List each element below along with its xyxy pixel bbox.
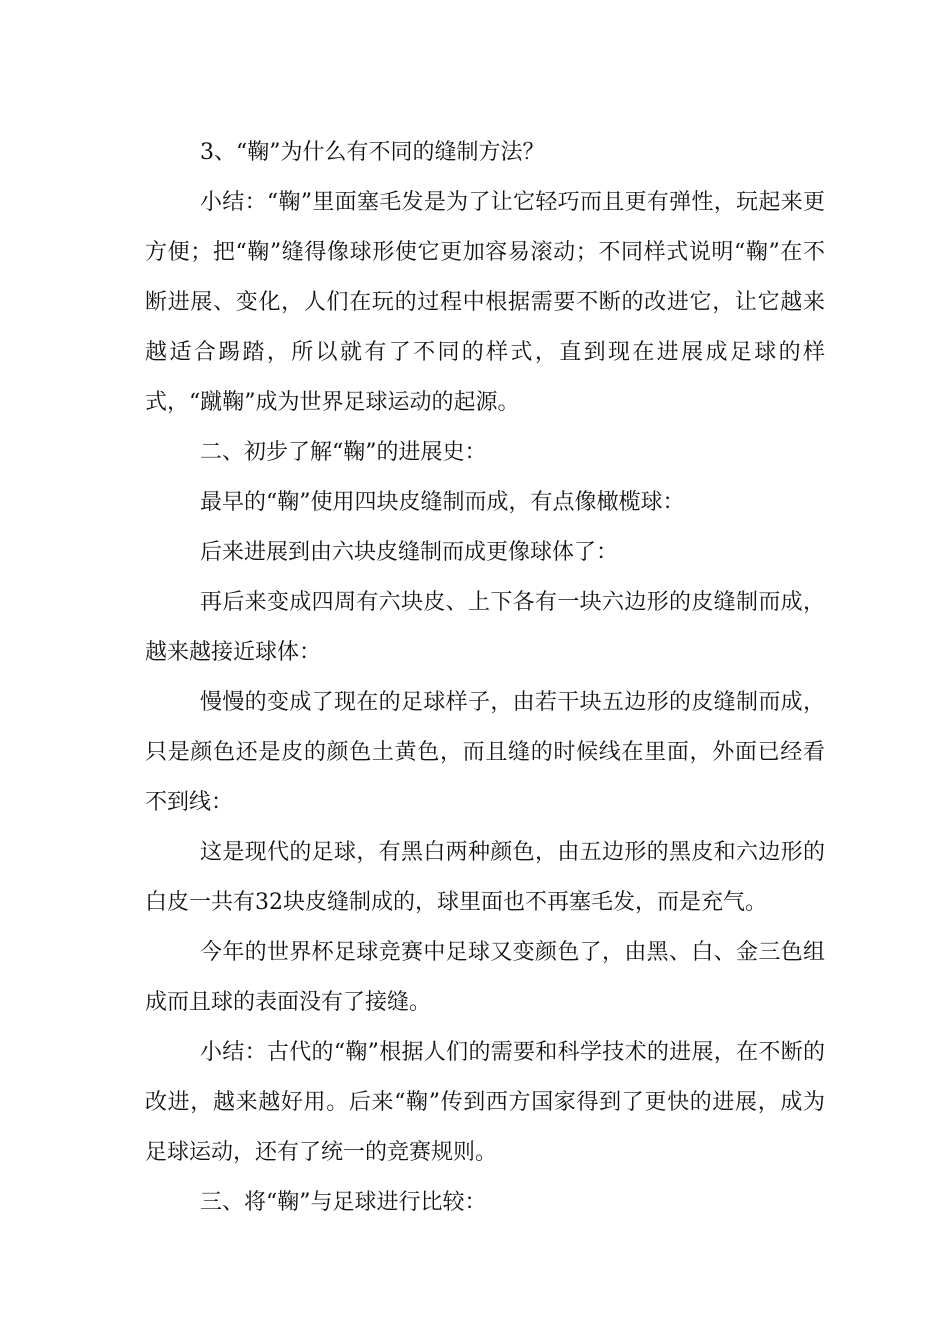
paragraph-summary-1: 小结：“鞠”里面塞毛发是为了让它轻巧而且更有弹性，玩起来更方便；把“鞠”缝得像球形使它更加容易滚动；不同样式说明“鞠”在不断进展、变化，人们在玩的过程中根据需要不断的改进它，让它越来越适合踢踏，所以就有了不同的样式，直到现在进展成足球的样式，“蹴鞠”成为世界足球运动的起源。 — [145, 190, 825, 415]
paragraph-question-3: 3、“鞠”为什么有不同的缝制方法？ — [200, 140, 545, 165]
paragraph-modern-football: 这是现代的足球，有黑白两种颜色，由五边形的黑皮和六边形的白皮一共有32块皮缝制成的，球里面也不再塞毛发，而是充气。 — [145, 840, 825, 915]
paragraph-hexagon-pieces: 再后来变成四周有六块皮、上下各有一块六边形的皮缝制而成，越来越接近球体： — [145, 590, 825, 665]
paragraph-summary-2: 小结：古代的“鞠”根据人们的需要和科学技术的进展，在不断的改进，越来越好用。后来“鞠”传到西方国家得到了更快的进展，成为足球运动，还有了统一的竞赛规则。 — [145, 1040, 825, 1165]
paragraph-section-2-heading: 二、初步了解“鞠”的进展史： — [200, 440, 487, 465]
paragraph-four-pieces: 最早的“鞠”使用四块皮缝制而成，有点像橄榄球： — [200, 490, 685, 515]
paragraph-pentagon-pieces: 慢慢的变成了现在的足球样子，由若干块五边形的皮缝制而成，只是颜色还是皮的颜色土黄色，而且缝的时候线在里面，外面已经看不到线： — [145, 690, 825, 815]
paragraph-world-cup-ball: 今年的世界杯足球竞赛中足球又变颜色了，由黑、白、金三色组成而且球的表面没有了接缝。 — [145, 940, 825, 1015]
paragraph-section-3-heading: 三、将“鞠”与足球进行比较： — [200, 1190, 487, 1215]
paragraph-six-pieces: 后来进展到由六块皮缝制而成更像球体了： — [200, 540, 619, 565]
document-body — [145, 128, 825, 1228]
